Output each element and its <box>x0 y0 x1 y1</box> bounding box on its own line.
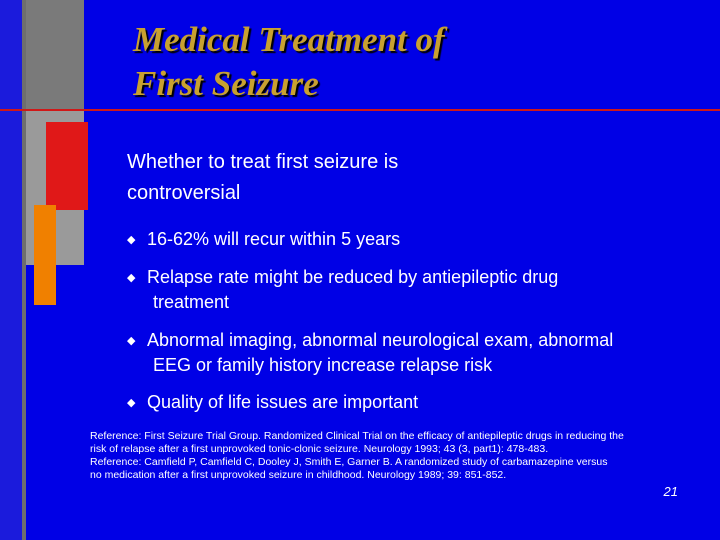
diamond-bullet-icon: ◆ <box>127 234 136 246</box>
bullet-text: Relapse rate might be reduced by antiepileptic drug <box>147 267 559 287</box>
bullet-text: 16-62% will recur within 5 years <box>147 229 401 249</box>
bullet-item-recurrence <box>127 227 687 252</box>
diamond-bullet-icon: ◆ <box>127 272 136 284</box>
reference-line: Reference: First Seizure Trial Group. Randomized Clinical Trial on the efficacy of antiepileptic drugs in reducing the <box>90 430 624 442</box>
intro-line-1: Whether to treat first seizure is <box>127 151 399 173</box>
bullet-text: Quality of life issues are important <box>147 392 419 412</box>
slide-title <box>133 18 693 106</box>
reference-block <box>90 430 670 482</box>
deco-block-red <box>46 122 88 210</box>
reference-line: risk of relapse after a first unprovoked tonic-clonic seizure. Neurology 1993; 43 (3, part1): 478-483. <box>90 443 549 455</box>
bullet-text-continued: EEG or family history increase relapse risk <box>153 355 493 375</box>
deco-vertical-line <box>22 0 26 540</box>
deco-horizontal-red-line <box>0 109 720 111</box>
diamond-bullet-icon: ◆ <box>127 335 136 347</box>
bullet-text: Abnormal imaging, abnormal neurological exam, abnormal <box>147 330 614 350</box>
intro-line-2: controversial <box>127 182 241 204</box>
deco-bar-orange <box>34 205 56 305</box>
title-line-1: Medical Treatment of <box>133 20 445 59</box>
page-number: 21 <box>663 484 678 499</box>
deco-block-dark <box>26 0 84 110</box>
reference-line: no medication after a first unprovoked seizure in childhood. Neurology 1989; 39: 851-852. <box>90 469 507 481</box>
bullet-text-continued: treatment <box>153 292 230 312</box>
title-line-2: First Seizure <box>133 64 319 103</box>
diamond-bullet-icon: ◆ <box>127 397 136 409</box>
bullet-item-relapse-rate <box>127 265 687 315</box>
bullet-item-quality-of-life <box>127 390 687 415</box>
reference-line: Reference: Camfield P, Camfield C, Dooley J, Smith E, Garner B. A randomized study of carbamazepine versus <box>90 456 608 468</box>
bullet-item-risk-factors <box>127 328 687 378</box>
intro-text <box>127 147 687 209</box>
